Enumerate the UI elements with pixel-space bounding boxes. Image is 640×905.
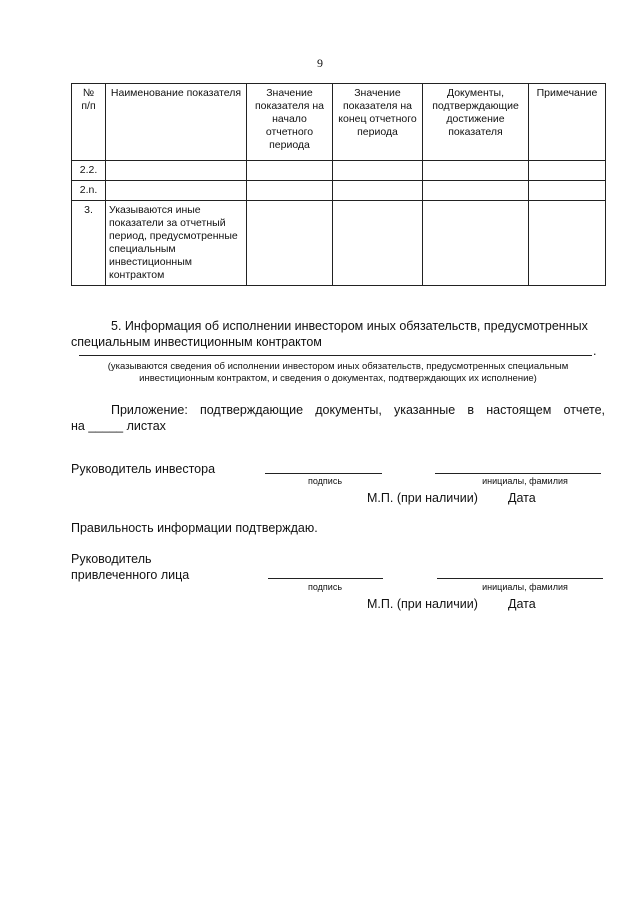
table-row xyxy=(72,181,606,201)
appendix-line1: Приложение: подтверждающие документы, указанные в настоящем отчете, xyxy=(111,403,605,417)
cell-name: Указываются иные показатели за отчетный период, предусмотренные специальным инвестиционным контрактом xyxy=(106,201,247,286)
appendix-line2 xyxy=(71,418,166,434)
appendix-blank: _____ xyxy=(88,419,124,433)
signature1-label: Руководитель инвестора xyxy=(71,462,216,476)
cell-end xyxy=(333,161,423,181)
signature2-label-line1: Руководитель xyxy=(71,552,152,566)
confirm-text: Правильность информации подтверждаю. xyxy=(71,521,318,535)
section5-note: (указываются сведения об исполнении инвестором иных обязательств, предусмотренных специальным инвестиционным контрактом, и сведения о документах, подтверждающих их исполнение) xyxy=(107,361,569,384)
signature1-sign-caption: подпись xyxy=(307,476,343,486)
header-num: № п/п xyxy=(72,84,106,161)
cell-docs xyxy=(423,181,529,201)
cell-num: 2.2. xyxy=(72,161,106,181)
appendix-prefix: на xyxy=(71,419,85,433)
signature2-date: Дата xyxy=(508,597,536,611)
signature1-date: Дата xyxy=(508,491,536,505)
cell-note xyxy=(529,201,606,286)
header-note: Примечание xyxy=(529,84,606,161)
cell-start xyxy=(247,201,333,286)
cell-docs xyxy=(423,161,529,181)
table-header-row xyxy=(72,84,606,161)
cell-end xyxy=(333,181,423,201)
cell-num: 2.n. xyxy=(72,181,106,201)
cell-start xyxy=(247,181,333,201)
cell-note xyxy=(529,181,606,201)
header-start-value: Значение показателя на начало отчетного периода xyxy=(247,84,333,161)
signature2-label-line2: привлеченного лица xyxy=(71,568,190,582)
fill-line xyxy=(79,355,592,356)
cell-docs xyxy=(423,201,529,286)
signature1-stamp: М.П. (при наличии) xyxy=(367,491,478,505)
cell-name xyxy=(106,161,247,181)
signature1-sign-line xyxy=(265,473,382,474)
header-documents: Документы, подтверждающие достижение показателя xyxy=(423,84,529,161)
cell-end xyxy=(333,201,423,286)
cell-note xyxy=(529,161,606,181)
table-row xyxy=(72,201,606,286)
header-end-value: Значение показателя на конец отчетного периода xyxy=(333,84,423,161)
signature1-name-line xyxy=(435,473,601,474)
appendix-suffix: листах xyxy=(126,419,166,433)
signature2-stamp: М.П. (при наличии) xyxy=(367,597,478,611)
cell-name xyxy=(106,181,247,201)
fill-line-period: . xyxy=(593,344,597,358)
header-name: Наименование показателя xyxy=(106,84,247,161)
cell-num: 3. xyxy=(72,201,106,286)
signature2-sign-caption: подпись xyxy=(307,582,343,592)
table-row xyxy=(72,161,606,181)
indicators-table xyxy=(71,83,606,286)
page-number: 9 xyxy=(317,56,323,70)
signature1-name-caption: инициалы, фамилия xyxy=(482,476,568,486)
section5-heading: 5. Информация об исполнении инвестором иных обязательств, предусмотренных специальным инвестиционным контрактом xyxy=(71,319,588,349)
signature2-name-line xyxy=(437,578,603,579)
cell-start xyxy=(247,161,333,181)
signature2-sign-line xyxy=(268,578,383,579)
signature2-name-caption: инициалы, фамилия xyxy=(482,582,568,592)
